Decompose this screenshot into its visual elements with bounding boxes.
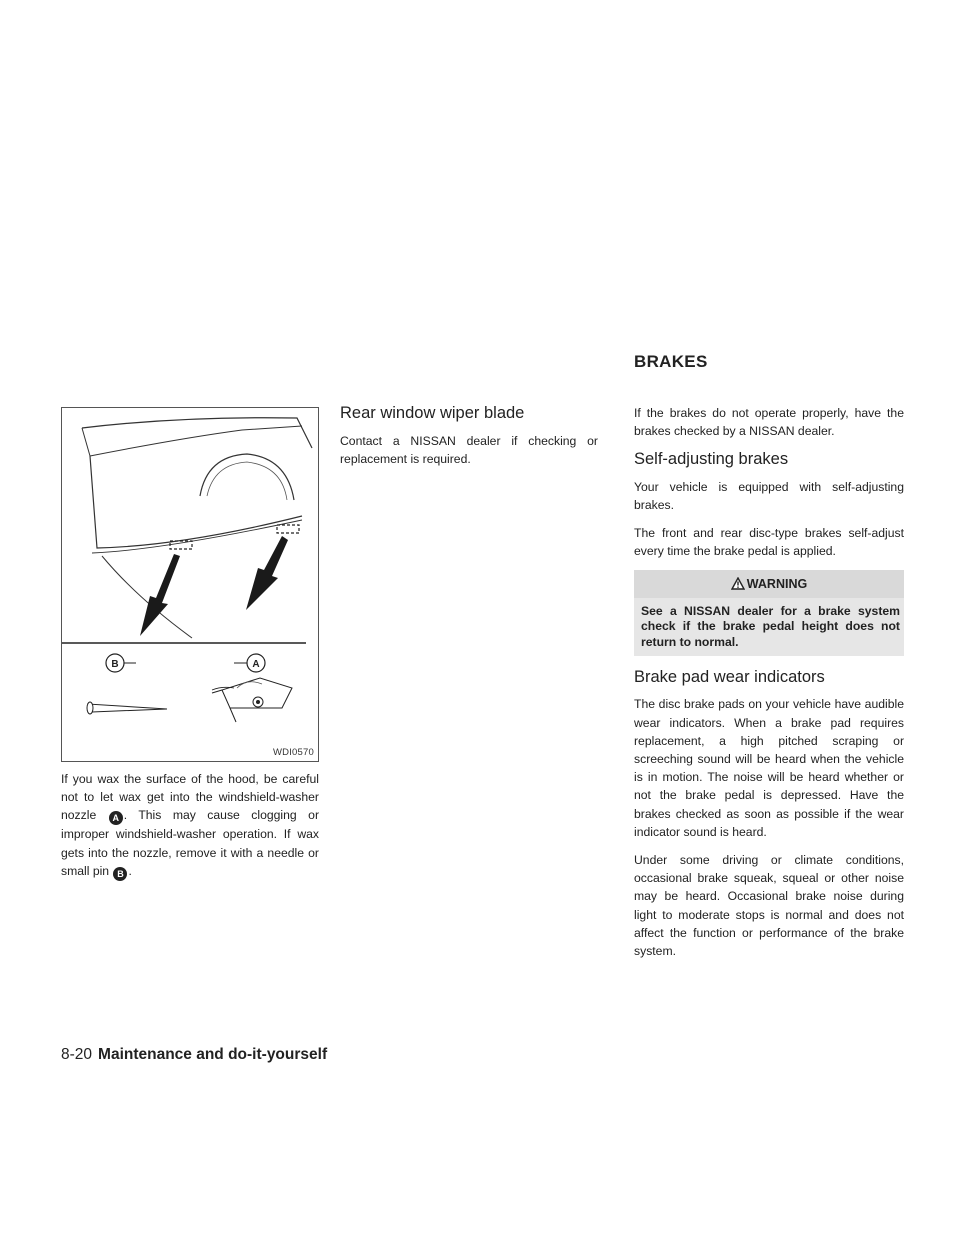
callout-b: B (111, 659, 119, 670)
p1-part3: . (128, 863, 132, 878)
figure-code: WDI0570 (272, 747, 314, 758)
warning-title: WARNING (746, 577, 808, 592)
warning-icon (731, 577, 745, 590)
self-adjusting-p2: The front and rear disc-type brakes self-adjust every time the brake pedal is applied. (634, 526, 904, 559)
washer-nozzle-figure (61, 407, 319, 762)
brakes-section (634, 404, 904, 970)
self-adjusting-p1: Your vehicle is equipped with self-adjusting brakes. (634, 479, 904, 512)
page-footer (61, 1046, 327, 1064)
wear-indicators-p1: The disc brake pads on your vehicle have audible wear indicators. When a brake pad requires replacement, a high pitched scraping or screeching sound will be heard when the vehicle is in motion. The noise will be heard whether or not the brake pedal is depressed. Have the brakes checked as soon as possible if the wear indicator sound is heard. (634, 697, 904, 839)
brakes-intro: If the brakes do not operate properly, have the brakes checked by a NISSAN dealer. (634, 406, 904, 439)
callout-a: A (252, 659, 260, 670)
wear-indicators-p2: Under some driving or climate conditions, occasional brake squeak, squeal or other noise may be heard. Occasional brake noise during light to moderate stops is normal and does not affect the function or performance of the brake system. (634, 852, 904, 958)
wiper-heading: Rear window wiper blade (340, 404, 525, 422)
p1-part1: If you wax the surface of the hood, be careful not to let wax get into the windshield-washer nozzle (61, 772, 319, 823)
wiper-text: Contact a NISSAN dealer if checking or replacement is required. (340, 434, 598, 467)
wear-indicators-heading: Brake pad wear indicators (634, 668, 825, 687)
chapter-title: Maintenance and do-it-yourself (98, 1046, 328, 1063)
page-number: 8-20 (61, 1046, 93, 1063)
warning-header (634, 570, 904, 597)
self-adjusting-heading: Self-adjusting brakes (634, 450, 789, 469)
warning-text: See a NISSAN dealer for a brake system check if the brake pedal height does not return to normal. (634, 598, 904, 657)
marker-b: B (113, 867, 127, 881)
section-title: BRAKES (634, 352, 708, 371)
windshield-illustration (62, 408, 318, 761)
warning-box (634, 570, 904, 656)
p1-part2: . This may cause clogging or improper windshield-washer operation. If wax gets into the nozzle, remove it with a needle or small pin (61, 808, 319, 878)
marker-a: A (109, 811, 123, 825)
wiper-blade-section (340, 404, 598, 469)
hood-wax-paragraph (61, 770, 319, 881)
